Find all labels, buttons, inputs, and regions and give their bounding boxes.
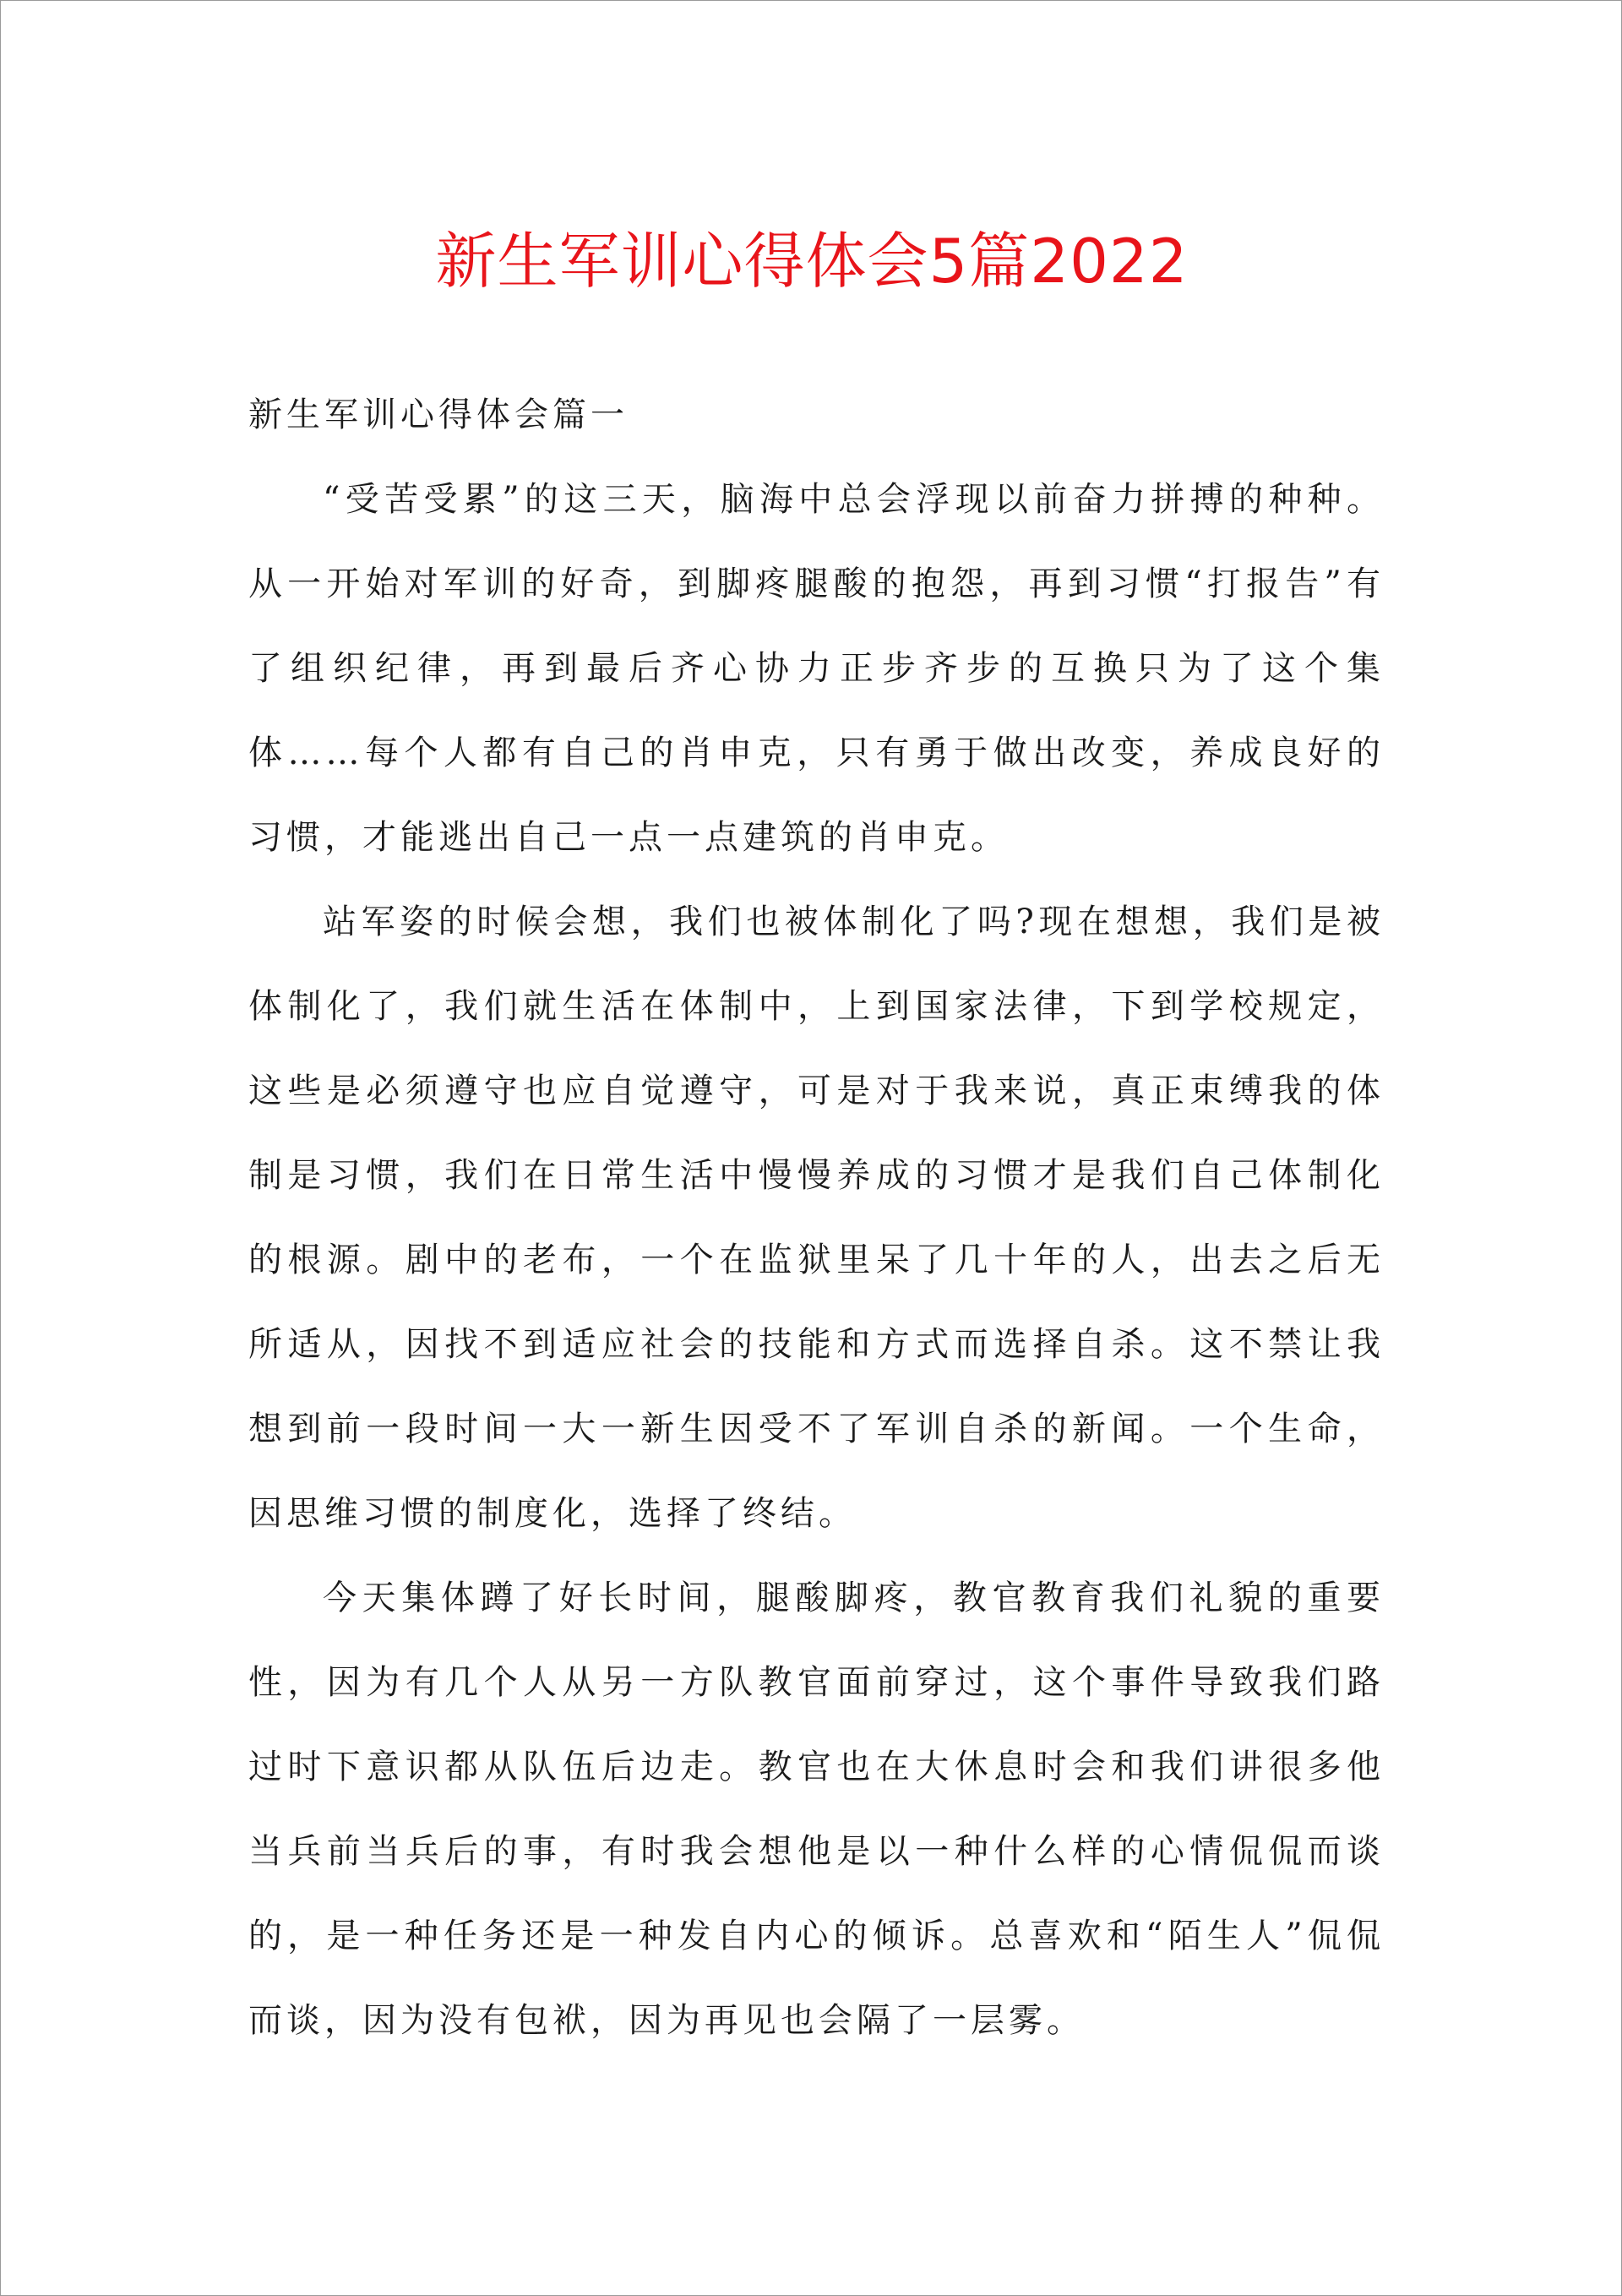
document-body bbox=[248, 373, 1385, 2063]
paragraph-2: 站军姿的时候会想，我们也被体制化了吗?现在想想，我们是被体制化了，我们就生活在体制中，上到国家法律，下到学校规定，这些是必须遵守也应自觉遵守，可是对于我来说，真正束缚我的体制是习惯，我们在日常生活中慢慢养成的习惯才是我们自己体制化的根源。剧中的老布，一个在监狱里呆了几十年的人，出去之后无所适从，因找不到适应社会的技能和方式而选择自杀。这不禁让我想到前一段时间一大一新生因受不了军训自杀的新闻。一个生命，因思维习惯的制度化，选择了终结。 bbox=[248, 903, 1385, 1533]
paragraph-3: 今天集体蹲了好长时间，腿酸脚疼，教官教育我们礼貌的重要性，因为有几个人从另一方队教官面前穿过，这个事件导致我们路过时下意识都从队伍后边走。教官也在大休息时会和我们讲很多他当兵前当兵后的事，有时我会想他是以一种什么样的心情侃侃而谈的，是一种任务还是一种发自内心的倾诉。总喜欢和“陌生人”侃侃而谈，因为没有包袱，因为再见也会隔了一层雾。 bbox=[248, 1579, 1385, 2040]
document-title: 新生军训心得体会5篇2022 bbox=[435, 226, 1189, 297]
paragraph-1: “受苦受累”的这三天，脑海中总会浮现以前奋力拼搏的种种。从一开始对军训的好奇，到脚疼腿酸的抱怨，再到习惯“打报告”有了组织纪律，再到最后齐心协力正步齐步的互换只为了这个集体……每个人都有自己的肖申克，只有勇于做出改变，养成良好的习惯，才能逃出自己一点一点建筑的肖申克。 bbox=[248, 480, 1385, 857]
section-heading: 新生军训心得体会篇一 bbox=[248, 395, 629, 434]
